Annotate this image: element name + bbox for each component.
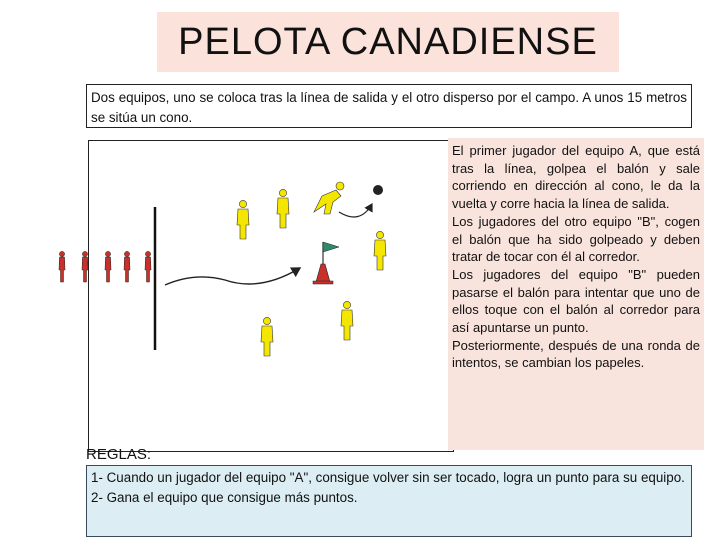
team-b-player: [261, 317, 273, 356]
description-paragraph: Los jugadores del otro equipo "B", cogen el balón que ha sido golpeado y deben tratar de tocar con él al corredor.: [452, 213, 700, 265]
rules-box: [86, 465, 692, 537]
team-a-player: [105, 251, 111, 282]
team-b-player: [341, 301, 353, 340]
ball-arrow: [339, 204, 372, 217]
team-a-player: [124, 251, 130, 282]
description-paragraph: Los jugadores del equipo "B" pueden pasarse el balón para intentar que uno de ellos toque con el balón al corredor para así apuntarse un punto.: [452, 266, 700, 336]
description-paragraph: Posteriormente, después de una ronda de intentos, se cambian los papeles.: [452, 337, 700, 371]
team-b-player: [277, 189, 289, 228]
team-a-player: [145, 251, 151, 282]
rule-item: 2- Gana el equipo que consigue más puntos.: [91, 490, 358, 505]
rule-item: 1- Cuando un jugador del equipo "A", consigue volver sin ser tocado, logra un punto para su equipo.: [91, 470, 685, 485]
ball: [373, 185, 383, 195]
game-description: [448, 138, 704, 450]
page-title: PELOTA CANADIENSE: [178, 20, 598, 63]
team-a-player: [59, 251, 65, 282]
team-a-player: [82, 251, 88, 282]
runner-player: [314, 182, 344, 214]
cone: [313, 242, 339, 284]
team-b-player: [237, 200, 249, 239]
rules-heading: REGLAS:: [86, 446, 152, 463]
intro-text: Dos equipos, uno se coloca tras la línea de salida y el otro disperso por el campo. A unos 15 metros se sitúa un cono.: [86, 84, 692, 128]
description-paragraph: El primer jugador del equipo A, que está tras la línea, golpea el balón y sale corriendo en dirección al cono, le da la vuelta y corre hacia la línea de salida.: [452, 143, 700, 212]
team-b-player: [374, 231, 386, 270]
run-arrow: [165, 268, 300, 285]
